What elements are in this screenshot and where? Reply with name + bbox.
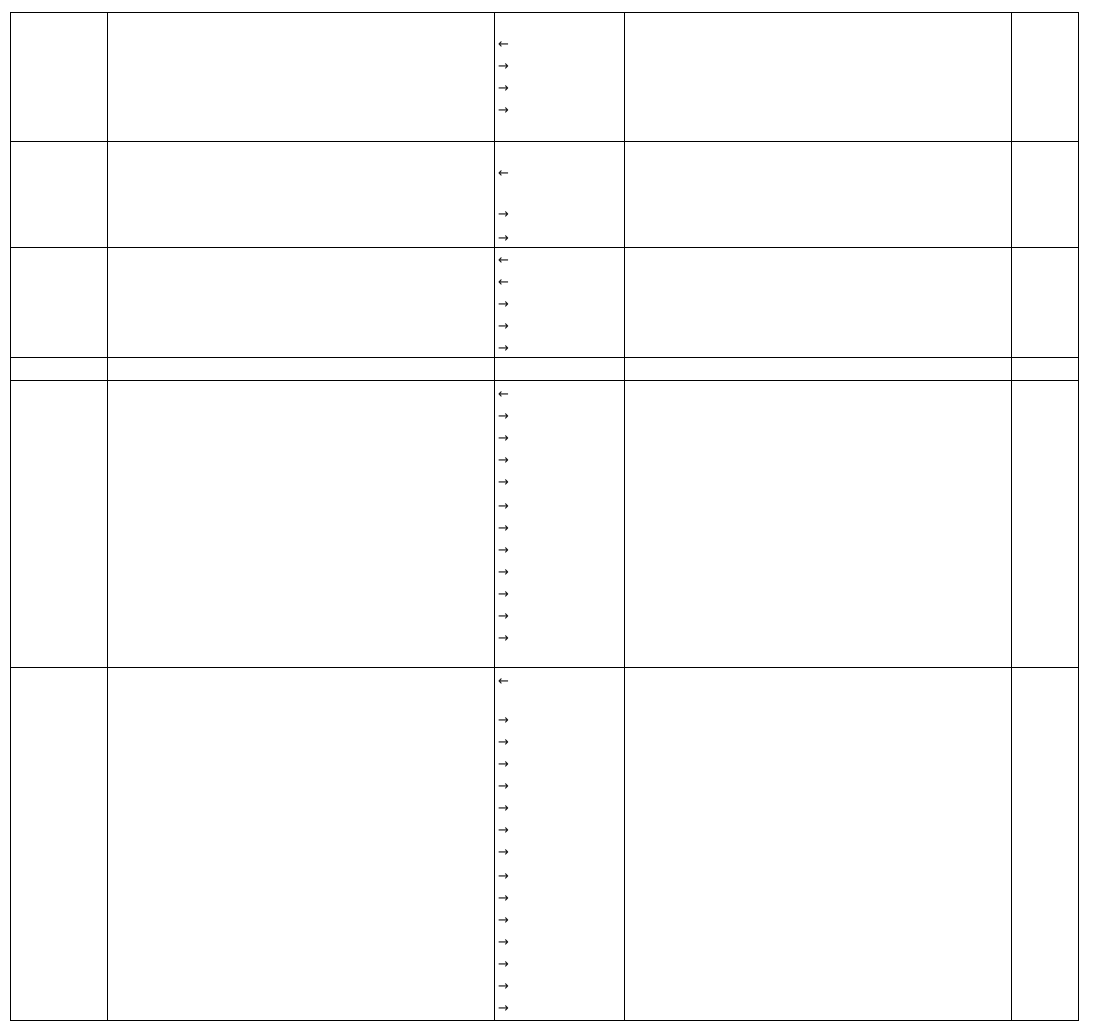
table-top-border: [10, 12, 1079, 13]
arrow-left-icon: ←: [498, 166, 509, 181]
arrow-right-icon: →: [498, 913, 509, 928]
arrow-right-icon: →: [498, 891, 509, 906]
arrow-right-icon: →: [498, 779, 509, 794]
arrow-right-icon: →: [498, 631, 509, 646]
arrow-right-icon: →: [498, 869, 509, 884]
arrow-right-icon: →: [498, 1001, 509, 1016]
section-separator: [10, 247, 1079, 248]
arrow-left-icon: ←: [498, 37, 509, 52]
arrow-right-icon: →: [498, 103, 509, 118]
arrow-right-icon: →: [498, 231, 509, 246]
arrow-right-icon: →: [498, 453, 509, 468]
arrow-right-icon: →: [498, 979, 509, 994]
section-separator: [10, 667, 1079, 668]
arrow-right-icon: →: [498, 543, 509, 558]
arrow-right-icon: →: [498, 521, 509, 536]
arrow-left-icon: ←: [498, 253, 509, 268]
arrow-right-icon: →: [498, 341, 509, 356]
arrow-left-icon: ←: [498, 387, 509, 402]
arrow-right-icon: →: [498, 207, 509, 222]
arrow-right-icon: →: [498, 757, 509, 772]
arrow-right-icon: →: [498, 935, 509, 950]
section-separator: [10, 380, 1079, 381]
arrow-right-icon: →: [498, 565, 509, 580]
arrow-right-icon: →: [498, 801, 509, 816]
column-border-2: [494, 12, 495, 1020]
section-separator: [10, 1020, 1079, 1021]
arrow-right-icon: →: [498, 431, 509, 446]
arrow-right-icon: →: [498, 59, 509, 74]
arrow-right-icon: →: [498, 823, 509, 838]
section-separator: [10, 141, 1079, 142]
column-border-1: [107, 12, 108, 1020]
arrow-right-icon: →: [498, 587, 509, 602]
arrow-left-icon: ←: [498, 674, 509, 689]
arrow-right-icon: →: [498, 475, 509, 490]
arrow-right-icon: →: [498, 499, 509, 514]
arrow-right-icon: →: [498, 81, 509, 96]
arrow-right-icon: →: [498, 609, 509, 624]
arrow-right-icon: →: [498, 957, 509, 972]
column-border-5: [1078, 12, 1079, 1020]
arrow-right-icon: →: [498, 713, 509, 728]
column-border-0: [10, 12, 11, 1020]
column-border-4: [1011, 12, 1012, 1020]
arrow-right-icon: →: [498, 735, 509, 750]
arrow-right-icon: →: [498, 845, 509, 860]
column-border-3: [624, 12, 625, 1020]
arrow-right-icon: →: [498, 319, 509, 334]
arrow-left-icon: ←: [498, 275, 509, 290]
section-separator: [10, 357, 1079, 358]
arrow-right-icon: →: [498, 409, 509, 424]
arrow-right-icon: →: [498, 297, 509, 312]
